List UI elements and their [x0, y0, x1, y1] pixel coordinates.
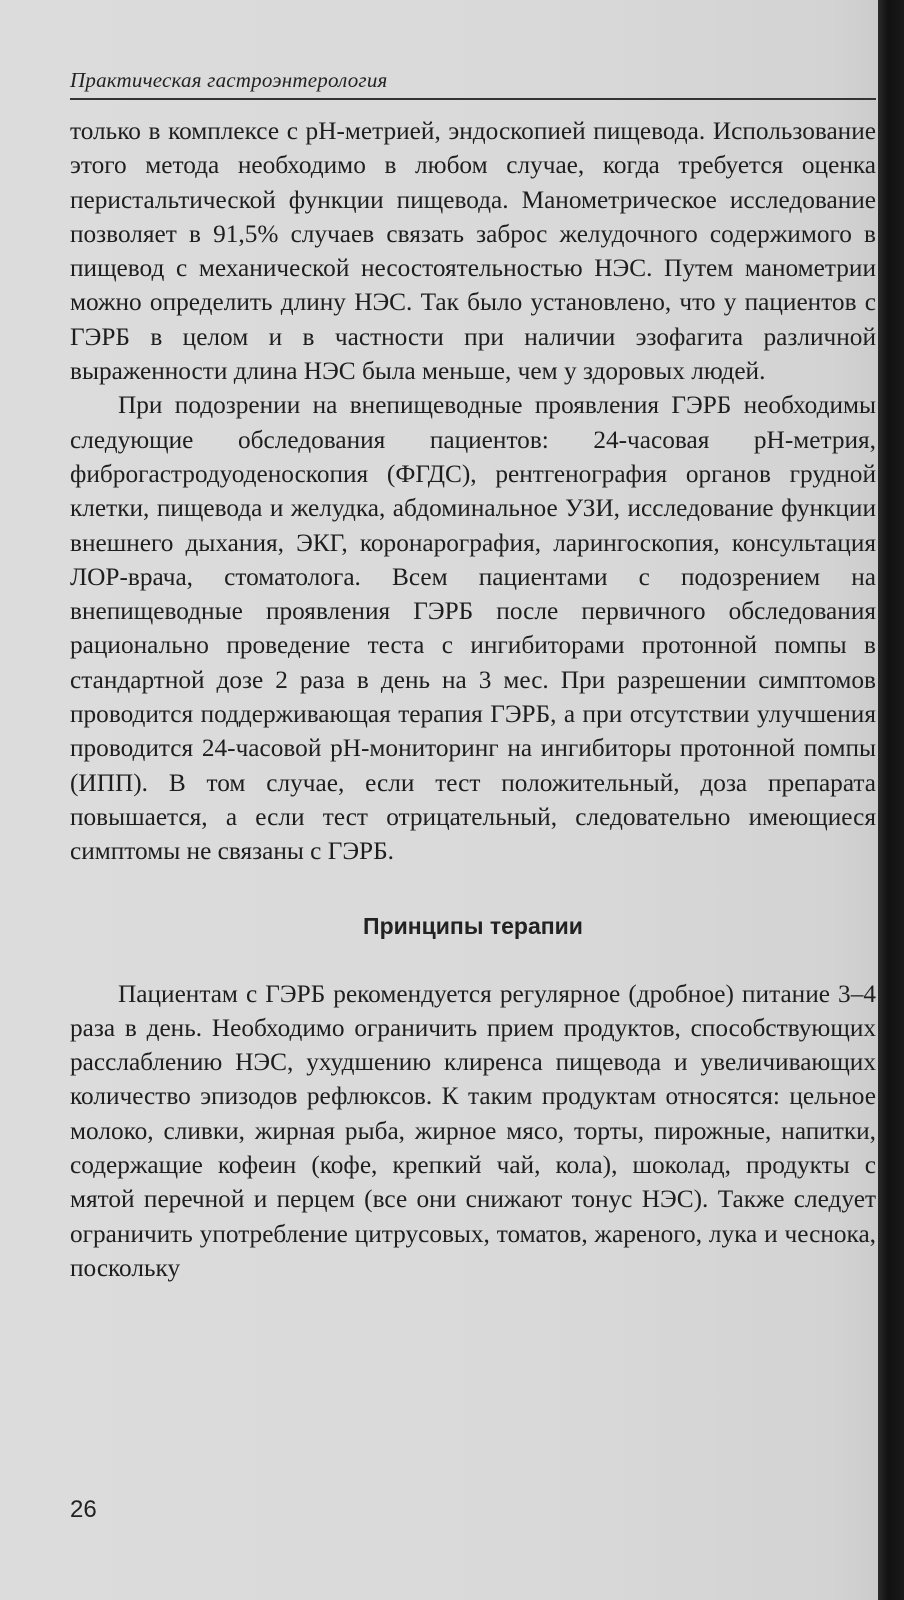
running-header: Практическая гастроэнтерология [70, 68, 876, 100]
paragraph-continuation: только в комплексе с pH-метрией, эндоскопией пищевода. Использование этого метода необходимо в любом случае, когда требуется оценка перистальтической функции пищевода. Манометрическое исследование позволяет в 91,5% случаев связать заброс желудочного содержимого в пищевод с механической несостоятельностью НЭС. Путем манометрии можно определить длину НЭС. Так было установлено, что у пациентов с ГЭРБ в целом и в частности при наличии эзофагита различной выраженности длина НЭС была меньше, чем у здоровых людей. [70, 117, 876, 386]
paragraph-therapy: Пациентам с ГЭРБ рекомендуется регулярное (дробное) питание 3–4 раза в день. Необходимо ограничить прием продуктов, способствующих расслаблению НЭС, ухудшению клиренса пищевода и увеличивающих количество эпизодов рефлюксов. К таким продуктам относятся: цельное молоко, сливки, жирная рыба, жирное мясо, торты, пирожные, напитки, содержащие кофеин (кофе, крепкий чай, кола), шоколад, продукты с мятой перечной и перцем (все они снижают тонус НЭС). Также следует ограничить употребление цитрусовых, томатов, жареного, лука и чеснока, поскольку [70, 979, 876, 1282]
page-body [70, 114, 876, 1285]
book-spine-shadow [878, 0, 904, 1600]
paragraph-diagnostics: При подозрении на внепищеводные проявления ГЭРБ необходимы следующие обследования пациентов: 24-часовая pH-метрия, фиброгастродуоденоскопия (ФГДС), рентгенография органов грудной клетки, пищевода и желудка, абдоминальное УЗИ, исследование функции внешнего дыхания, ЭКГ, коронарография, ларингоскопия, консультация ЛОР-врача, стоматолога. Всем пациентами с подозрением на внепищеводные проявления ГЭРБ после первичного обследования рационально проведение теста с ингибиторами протонной помпы в стандартной дозе 2 раза в день на 3 мес. При разрешении симптомов проводится поддерживающая терапия ГЭРБ, а при отсутствии улучшения проводится 24-часовой pH-мониторинг на ингибиторы протонной помпы (ИПП). В том случае, если тест положительный, доза препарата повышается, а если тест отрицательный, следовательно имеющиеся симптомы не связаны с ГЭРБ. [70, 391, 876, 866]
page-number: 26 [70, 1496, 97, 1523]
section-heading: Принципы терапии [363, 912, 583, 939]
